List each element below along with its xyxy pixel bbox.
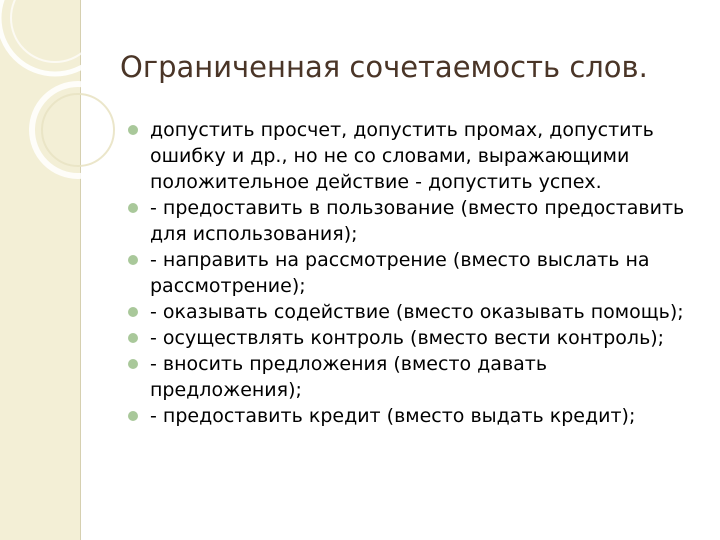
decorative-rings-graphic <box>0 0 120 220</box>
bullet-item <box>128 247 698 299</box>
bullet-text: - вносить предложения (вместо давать предложения); <box>150 353 548 401</box>
bullet-text: - предоставить в пользование (вместо предоставить для использования); <box>150 197 685 245</box>
bullet-list <box>128 117 698 429</box>
bullet-item <box>128 325 698 351</box>
bullet-text: допустить просчет, допустить промах, допустить ошибку и др., но не со словами, выражающими положительное действие - допустить успех. <box>150 119 654 193</box>
bullet-icon <box>128 255 138 265</box>
bullet-text: - предоставить кредит (вместо выдать кредит); <box>150 405 636 427</box>
bullet-icon <box>128 359 138 369</box>
bullet-text: - осуществлять контроль (вместо вести контроль); <box>150 327 665 349</box>
bullet-item <box>128 117 698 195</box>
decorative-rings <box>0 0 120 220</box>
bullet-item <box>128 299 698 325</box>
bullet-item <box>128 403 698 429</box>
bullet-text: - направить на рассмотрение (вместо выслать на рассмотрение); <box>150 249 650 297</box>
bullet-text: - оказывать содействие (вместо оказывать помощь); <box>150 301 684 323</box>
bullet-icon <box>128 125 138 135</box>
bullet-icon <box>128 333 138 343</box>
bullet-icon <box>128 411 138 421</box>
bullet-item <box>128 351 698 403</box>
bullet-icon <box>128 307 138 317</box>
bullet-icon <box>128 203 138 213</box>
slide-title: Ограниченная сочетаемость слов. <box>120 50 648 84</box>
bullet-item <box>128 195 698 247</box>
